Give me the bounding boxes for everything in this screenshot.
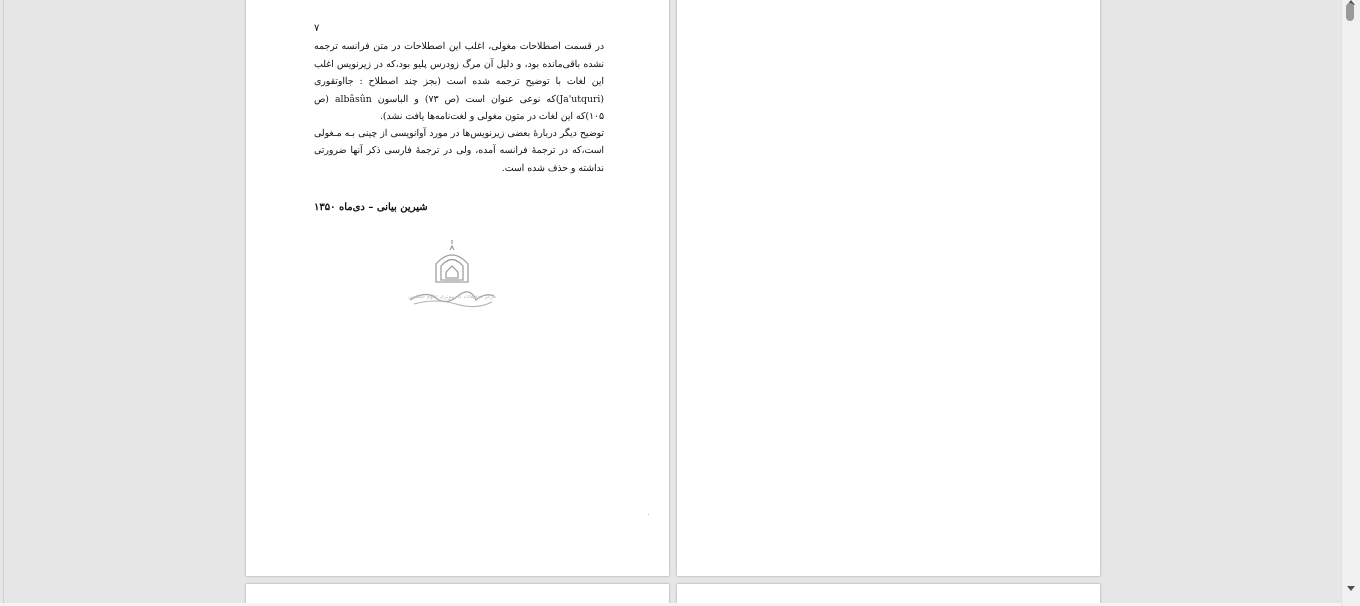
scroll-thumb[interactable] xyxy=(1346,3,1354,21)
paragraph-terms: در قسمت اصطلاحات مغولی، اغلب این اصطلاحات در متن فرانسه ترجمه نشده باقی‌مانده بود، و دلیل آن مرگ زودرس پلیو بود،که در زیرنویس اغلب این لغات با توضیح ترجمه شده است (بجز چند اصطلاح : جااوتقوری (Ja'utquri)که نوعی عنوان است (ص ۷۳) و الباسون albâsûn (ص ۱۰۵)که این لغات در متون مغولی و لغت‌نامه‌ها یافت نشد). xyxy=(314,41,604,122)
page-body xyxy=(314,38,604,177)
document-page xyxy=(246,0,669,576)
document-page-blank xyxy=(677,0,1100,576)
document-viewer[interactable] xyxy=(3,0,1342,603)
next-page-left xyxy=(246,584,669,603)
scroll-down-arrow-icon[interactable] xyxy=(1347,586,1355,591)
page-number: ۷ xyxy=(314,23,320,34)
page-speck xyxy=(648,514,649,515)
seal-text: مرکز تحقیقات کامپیوتری علوم اسلامی xyxy=(407,294,497,300)
signature: شیرین بیانی – دی‌ماه ۱۳۵۰ xyxy=(314,202,428,213)
next-page-right xyxy=(677,584,1100,603)
library-seal-icon xyxy=(406,238,498,310)
paragraph-footnotes: توضیح دیگر دربارهٔ بعضی زیرنویس‌ها در مورد آوانویسی از چینی بـه مـغولی است،که در ترجمهٔ فرانسه آمده، ولی در ترجمهٔ فارسی ذکر آنها ضرورتی نداشته و حذف شده است. xyxy=(314,127,604,174)
vertical-scrollbar[interactable] xyxy=(1341,0,1360,606)
